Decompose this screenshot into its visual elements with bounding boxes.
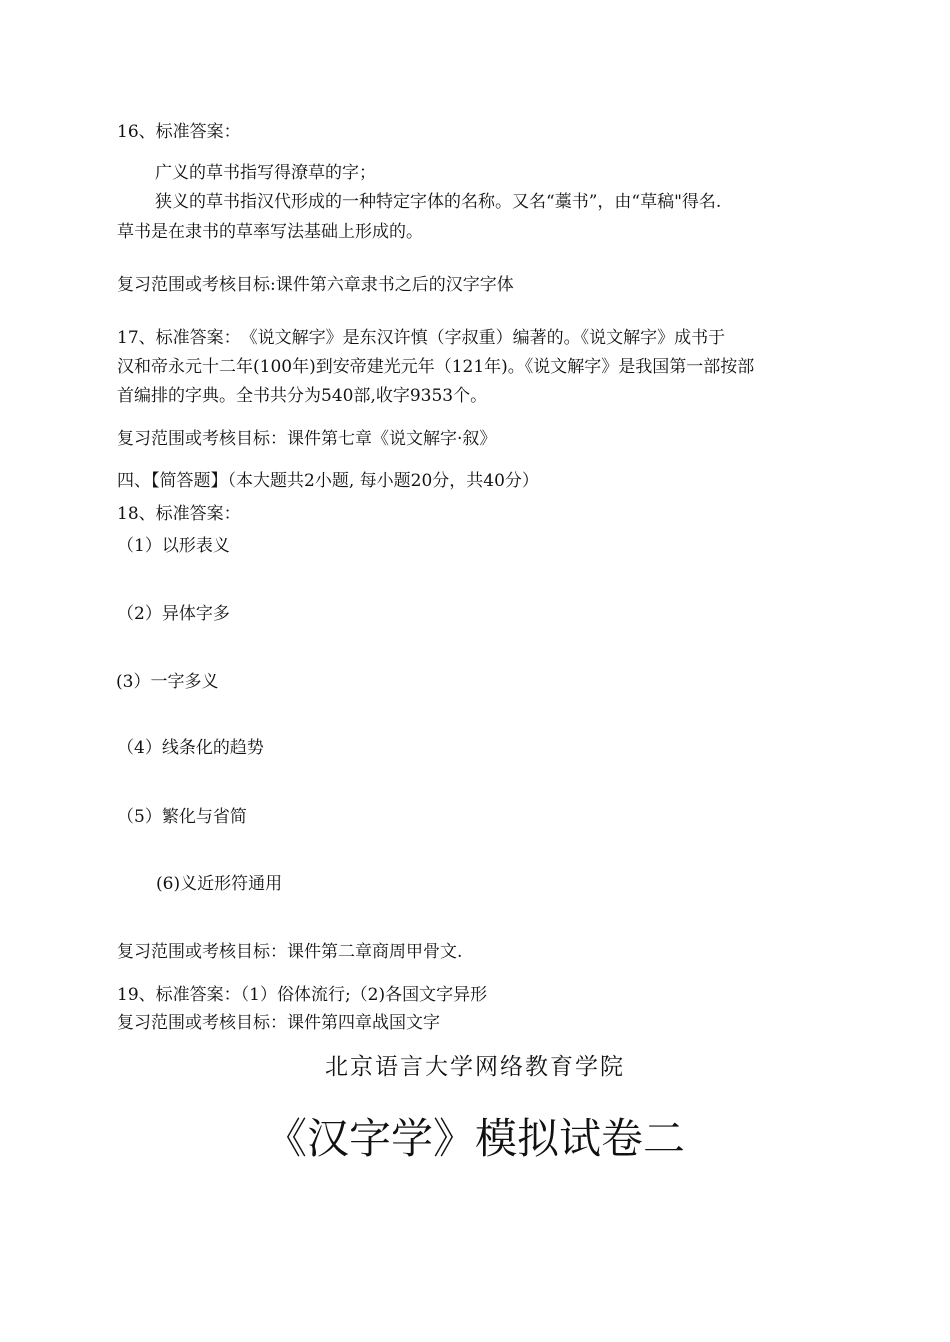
school-name: 北京语言大学网络教育学院 [325, 1054, 625, 1080]
q18-header: 18、标准答案： [117, 504, 241, 524]
q17-line-1: 17、标准答案： 《说文解字》是东汉许慎（字叔重）编著的。《说文解字》成书于 [117, 328, 726, 348]
q18-item-3: (3）一字多义 [116, 672, 219, 692]
exam-title: 《汉字学》模拟试卷二 [264, 1114, 685, 1163]
q19-answer: 19、标准答案：（1）俗体流行;（2)各国文字异形 [117, 985, 488, 1005]
q17-review: 复习范围或考核目标：课件第七章《说文解字·叙》 [117, 429, 497, 449]
section-4-title: 四、【简答题】（本大题共2小题, 每小题20分，共40分） [117, 471, 539, 491]
q18-item-6: (6)义近形符通用 [156, 874, 283, 894]
q19-review: 复习范围或考核目标：课件第四章战国文字 [117, 1013, 440, 1033]
q18-review: 复习范围或考核目标：课件第二章商周甲骨文. [117, 942, 463, 962]
q18-item-4: （4）线条化的趋势 [117, 738, 264, 758]
q18-item-5: （5）繁化与省简 [117, 807, 247, 827]
q16-line-1: 广义的草书指写得潦草的字； [155, 163, 376, 183]
q18-item-2: （2）异体字多 [117, 604, 230, 624]
q17-line-2: 汉和帝永元十二年(100年)到安帝建光元年（121年)。《说文解字》是我国第一部按部 [117, 357, 755, 377]
q16-line-3: 草书是在隶书的草率写法基础上形成的。 [117, 222, 423, 242]
q16-header: 16、标准答案： [117, 122, 241, 142]
q16-review: 复习范围或考核目标:课件第六章隶书之后的汉字字体 [117, 275, 514, 295]
q17-line-3: 首编排的字典。全书共分为540部,收字9353个。 [117, 386, 488, 406]
q18-item-1: （1）以形表义 [117, 536, 230, 556]
q16-line-2: 狭义的草书指汉代形成的一种特定字体的名称。又名“藁书”，由“草稿"得名. [155, 192, 722, 212]
